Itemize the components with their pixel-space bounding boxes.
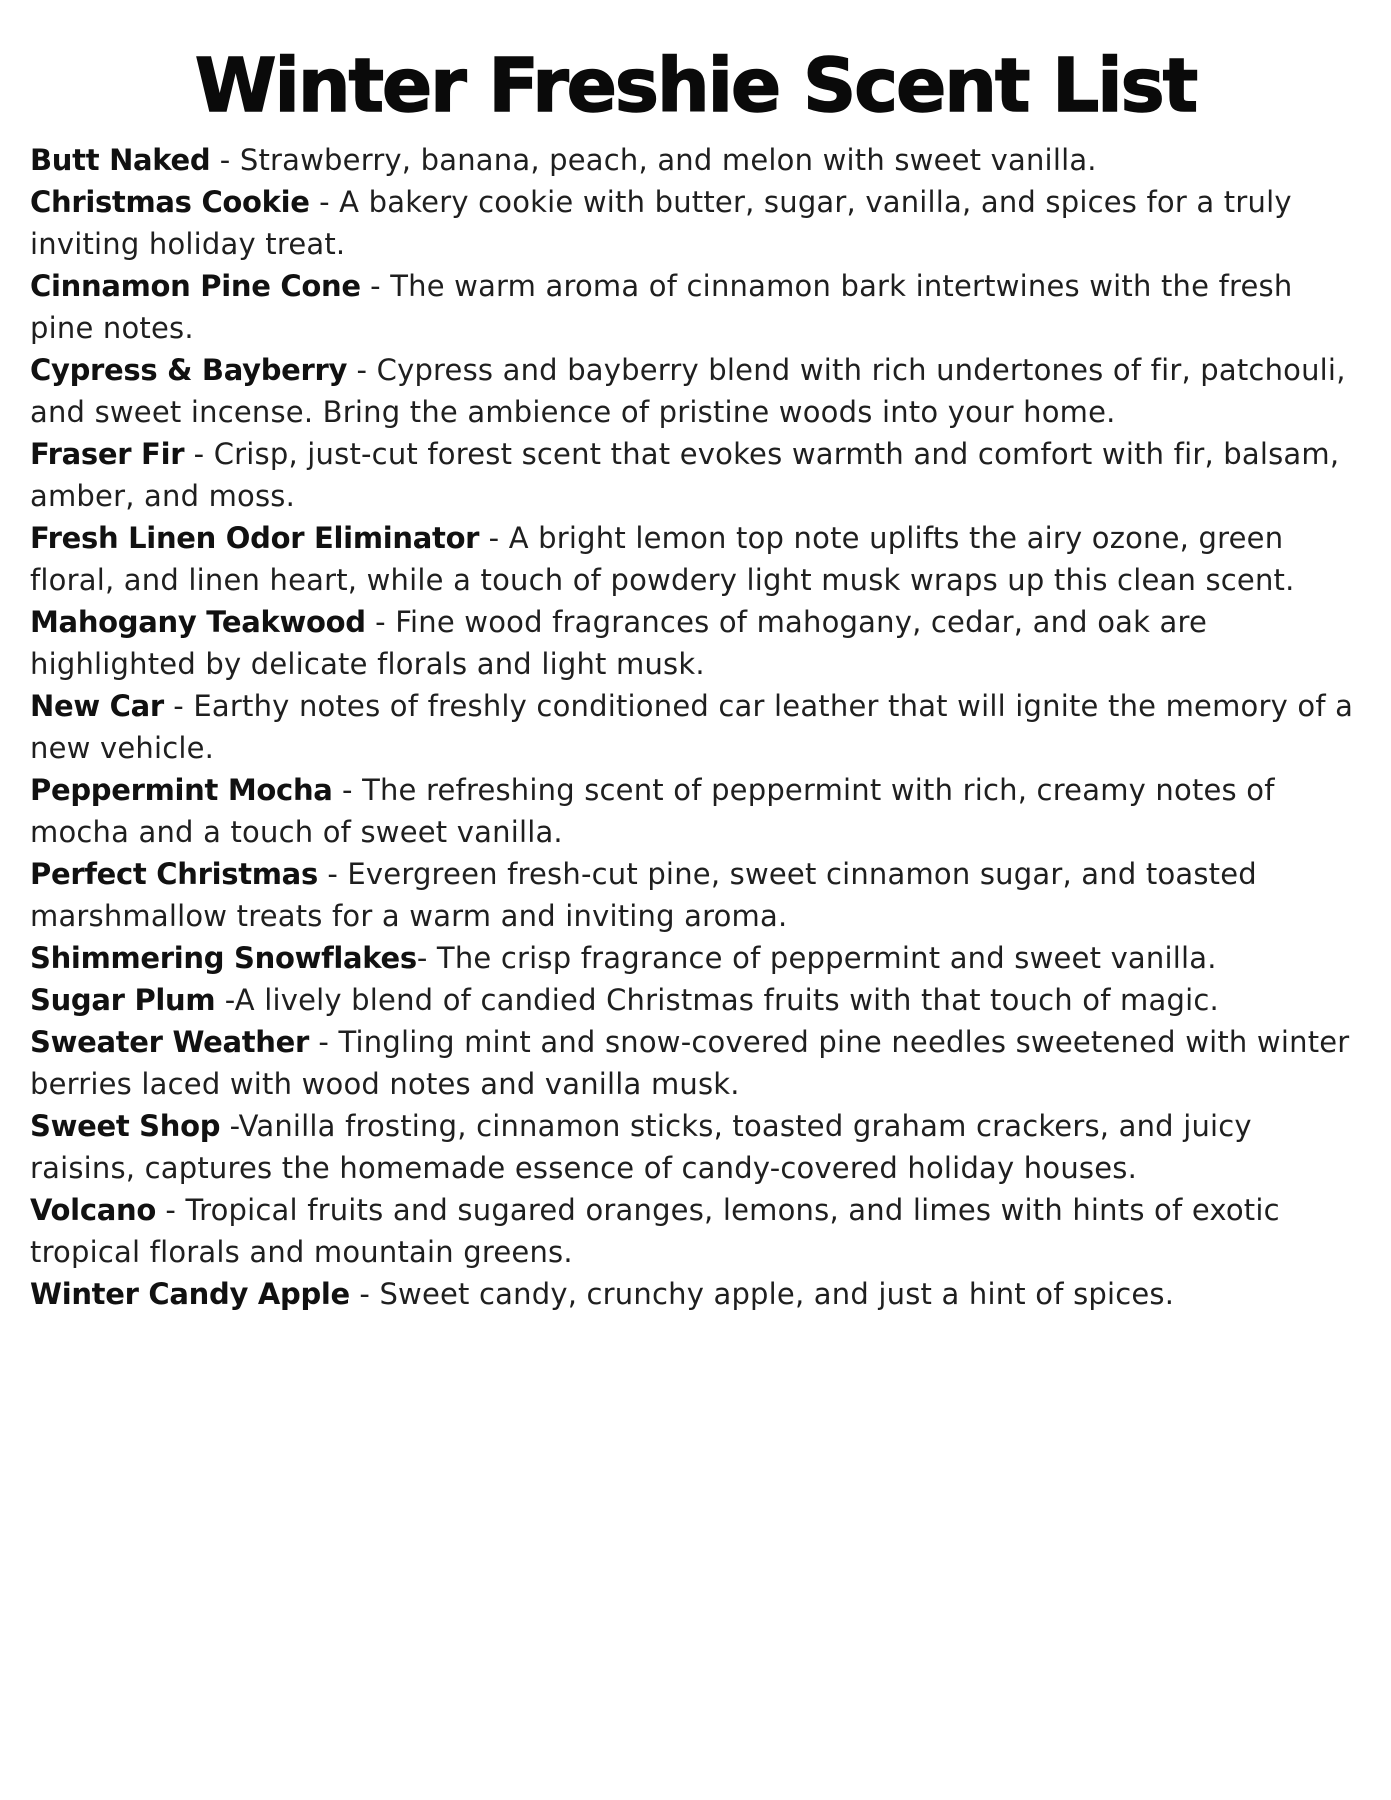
- scent-item: [30, 517, 1361, 601]
- scent-item: [30, 1021, 1361, 1105]
- scent-description: - Sweet candy, crunchy apple, and just a hint of spices.: [349, 1277, 1175, 1312]
- scent-description: - The crisp fragrance of peppermint and sweet vanilla.: [416, 941, 1217, 976]
- scent-item: [30, 601, 1361, 685]
- scent-name: Perfect Christmas: [30, 857, 318, 892]
- scent-item: [30, 433, 1361, 517]
- scent-item: [30, 1189, 1361, 1273]
- scent-description: - Cypress and bayberry blend with rich undertones of fir, patchouli, and sweet incense. Bring the ambience of pristine woods into your home.: [30, 353, 1346, 430]
- scent-item: [30, 685, 1361, 769]
- scent-name: Fresh Linen Odor Eliminator: [30, 521, 480, 556]
- scent-name: Sweet Shop: [30, 1109, 221, 1144]
- scent-description: - Tropical fruits and sugared oranges, lemons, and limes with hints of exotic tropical florals and mountain greens.: [30, 1193, 1280, 1270]
- scent-description: - Tingling mint and snow-covered pine needles sweetened with winter berries laced with wood notes and vanilla musk.: [30, 1025, 1350, 1102]
- scent-name: Fraser Fir: [30, 437, 185, 472]
- scent-name: Sugar Plum: [30, 983, 216, 1018]
- scent-description: - Evergreen fresh-cut pine, sweet cinnamon sugar, and toasted marshmallow treats for a warm and inviting aroma.: [30, 857, 1257, 934]
- scent-name: Cypress & Bayberry: [30, 353, 348, 388]
- scent-item: [30, 769, 1361, 853]
- scent-item: [30, 349, 1361, 433]
- scent-item: [30, 979, 1361, 1021]
- scent-name: Cinnamon Pine Cone: [30, 269, 361, 304]
- scent-description: - Fine wood fragrances of mahogany, cedar, and oak are highlighted by delicate florals and light musk.: [30, 605, 1208, 682]
- scent-description: -A lively blend of candied Christmas fruits with that touch of magic.: [215, 983, 1219, 1018]
- scent-description: - A bakery cookie with butter, sugar, vanilla, and spices for a truly inviting holiday treat.: [30, 185, 1292, 262]
- scent-item: [30, 139, 1361, 181]
- scent-list: [30, 139, 1361, 1315]
- scent-name: Butt Naked: [30, 143, 211, 178]
- scent-description: -Vanilla frosting, cinnamon sticks, toasted graham crackers, and juicy raisins, captures the homemade essence of candy-covered holiday houses.: [30, 1109, 1252, 1186]
- scent-name: Winter Candy Apple: [30, 1277, 350, 1312]
- scent-item: [30, 937, 1361, 979]
- scent-description: - Strawberry, banana, peach, and melon with sweet vanilla.: [210, 143, 1097, 178]
- page-title: Winter Freshie Scent List: [194, 43, 1197, 129]
- scent-description: - A bright lemon top note uplifts the airy ozone, green floral, and linen heart, while a touch of powdery light musk wraps up this clean scent.: [30, 521, 1295, 598]
- scent-name: Shimmering Snowflakes: [30, 941, 417, 976]
- scent-item: [30, 265, 1361, 349]
- scent-item: [30, 853, 1361, 937]
- scent-name: Christmas Cookie: [30, 185, 310, 220]
- scent-description: - The refreshing scent of peppermint with rich, creamy notes of mocha and a touch of sweet vanilla.: [30, 773, 1275, 850]
- scent-name: Sweater Weather: [30, 1025, 310, 1060]
- scent-item: [30, 1273, 1361, 1315]
- scent-description: - The warm aroma of cinnamon bark intertwines with the fresh pine notes.: [30, 269, 1293, 346]
- scent-description: - Crisp, just-cut forest scent that evokes warmth and comfort with fir, balsam, amber, and moss.: [30, 437, 1340, 514]
- scent-name: Mahogany Teakwood: [30, 605, 366, 640]
- scent-description: - Earthy notes of freshly conditioned car leather that will ignite the memory of a new vehicle.: [30, 689, 1354, 766]
- scent-name: Volcano: [30, 1193, 156, 1228]
- scent-name: New Car: [30, 689, 164, 724]
- scent-item: [30, 181, 1361, 265]
- scent-name: Peppermint Mocha: [30, 773, 333, 808]
- scent-item: [30, 1105, 1361, 1189]
